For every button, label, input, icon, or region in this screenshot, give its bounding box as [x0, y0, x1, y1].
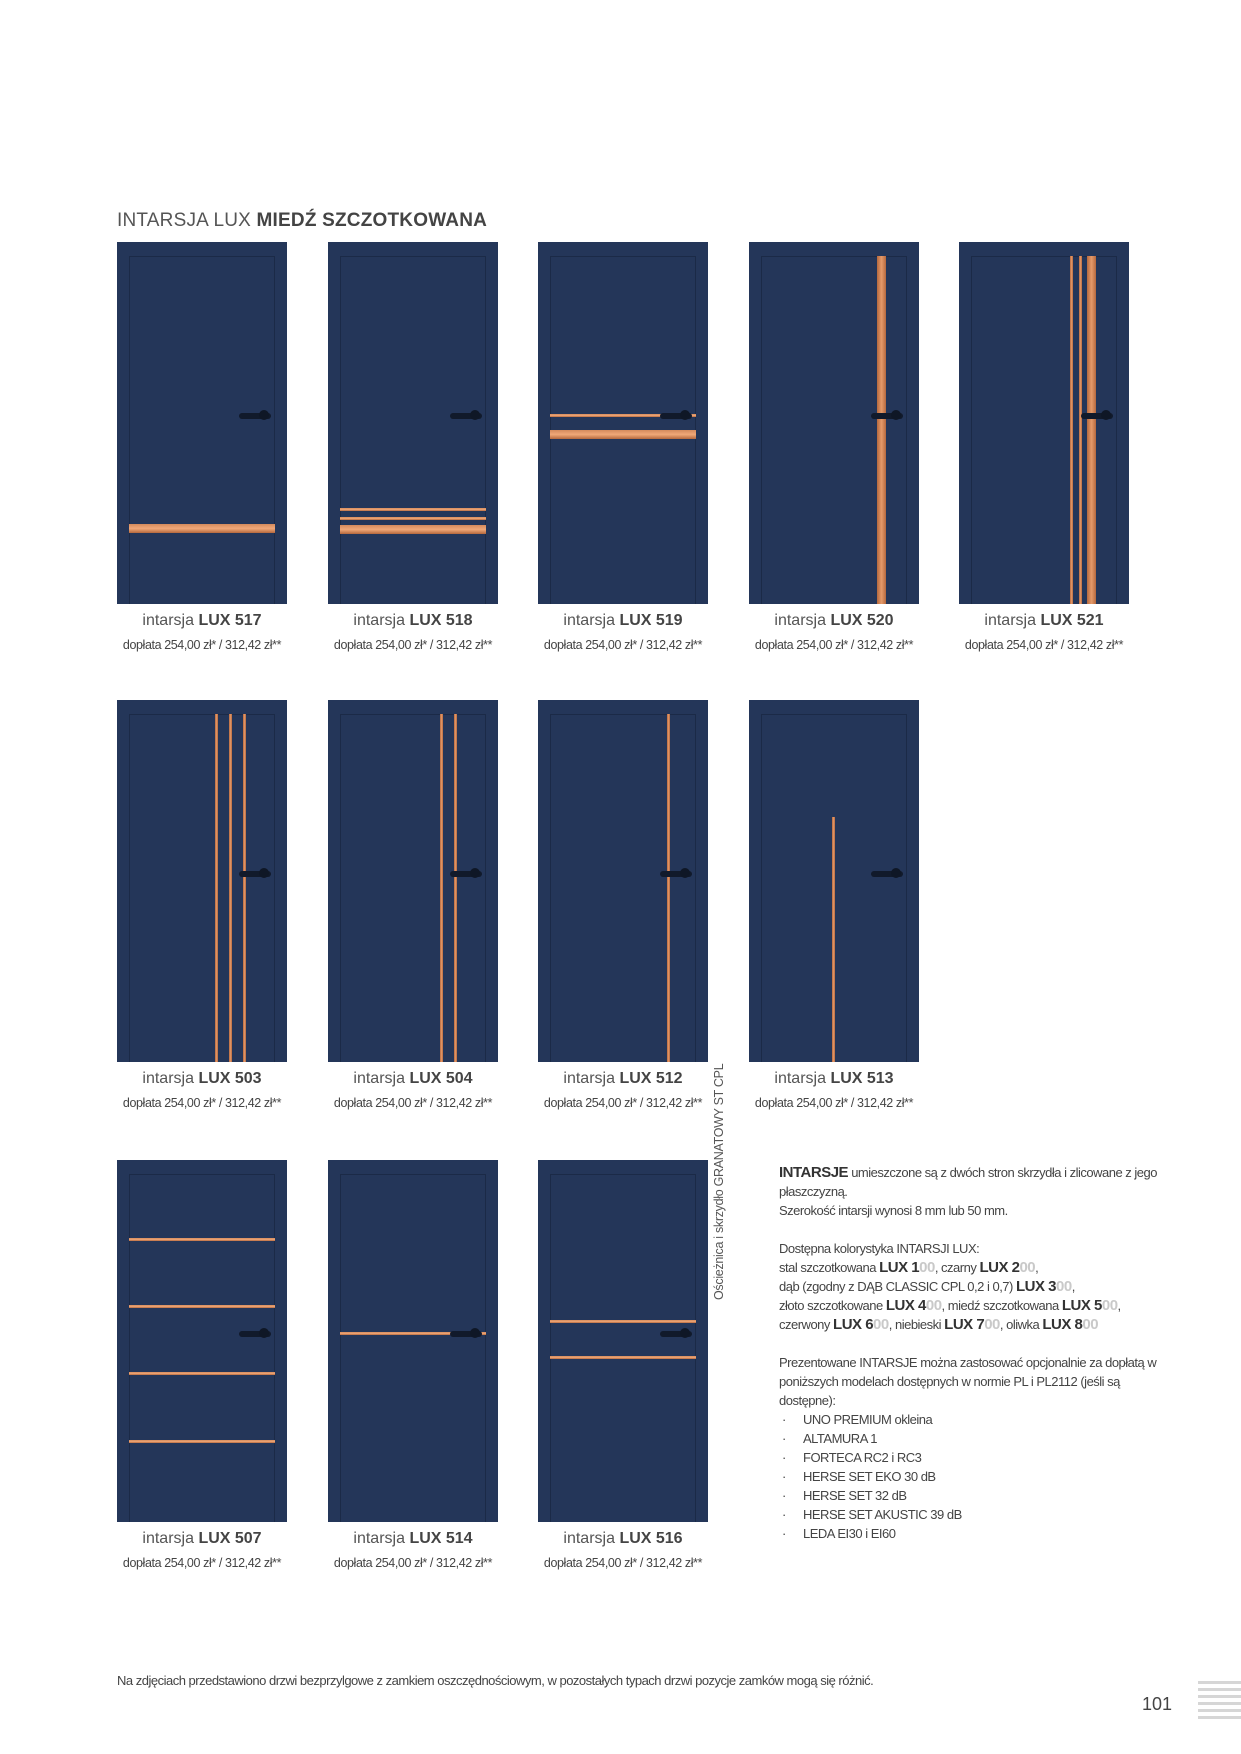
handle-icon: [1081, 413, 1113, 419]
handle-icon: [871, 413, 903, 419]
door-price: dopłata 254,00 zł* / 312,42 zł**: [543, 1556, 703, 1570]
door-price: dopłata 254,00 zł* / 312,42 zł**: [543, 638, 703, 652]
door-title: intarsja LUX 503: [142, 1070, 262, 1087]
door-price: dopłata 254,00 zł* / 312,42 zł**: [333, 638, 493, 652]
door-price: dopłata 254,00 zł* / 312,42 zł**: [122, 1556, 282, 1570]
list-item: · HERSE SET AKUSTIC 39 dB: [779, 1505, 1159, 1524]
door-title: intarsja LUX 504: [353, 1070, 473, 1087]
list-item: · HERSE SET 32 dB: [779, 1486, 1159, 1505]
door-title: intarsja LUX 514: [353, 1530, 473, 1547]
door-title: intarsja LUX 516: [563, 1530, 683, 1547]
list-item: · FORTECA RC2 i RC3: [779, 1448, 1159, 1467]
info-block: [779, 1163, 1159, 1543]
door-price: dopłata 254,00 zł* / 312,42 zł**: [964, 638, 1124, 652]
door-image: [328, 242, 498, 604]
door-title: intarsja LUX 507: [142, 1530, 262, 1547]
door-image: [538, 1160, 708, 1522]
door-image: [749, 242, 919, 604]
door-title: intarsja LUX 519: [563, 612, 683, 629]
door-title: intarsja LUX 518: [353, 612, 473, 629]
info-colors: Dostępna kolorystyka INTARSJI LUX: stal szczotkowana LUX 100, czarny LUX 200, dąb (zgodny z DĄB CLASSIC CPL 0,2 i 0,7) LUX 300, złoto szczotkowane LUX 400, miedź szczotkowana LUX 500, czerwony LUX 600, niebieski LUX 700, oliwka LUX 800: [779, 1241, 1121, 1333]
door-image: [538, 700, 708, 1062]
door-price: dopłata 254,00 zł* / 312,42 zł**: [122, 1096, 282, 1110]
door-image: [117, 242, 287, 604]
door-title: intarsja LUX 512: [563, 1070, 683, 1087]
info-models-intro: Prezentowane INTARSJE można zastosować opcjonalnie za dopłatą w poniższych modelach dostępnych w normie PL i PL2112 (jeśli są dostępne):: [779, 1355, 1157, 1408]
door-title: intarsja LUX 520: [774, 612, 894, 629]
handle-icon: [239, 1331, 271, 1337]
handle-icon: [660, 413, 692, 419]
door-image: [117, 1160, 287, 1522]
handle-icon: [239, 413, 271, 419]
list-item: · LEDA EI30 i EI60: [779, 1524, 1159, 1543]
frame-color-note: Ościeżnica i skrzydło GRANATOWY ST CPL: [712, 1063, 726, 1300]
models-list: [779, 1410, 1159, 1543]
handle-icon: [239, 871, 271, 877]
door-price: dopłata 254,00 zł* / 312,42 zł**: [122, 638, 282, 652]
door-image: [328, 700, 498, 1062]
door-price: dopłata 254,00 zł* / 312,42 zł**: [754, 1096, 914, 1110]
list-item: · ALTAMURA 1: [779, 1429, 1159, 1448]
door-price: dopłata 254,00 zł* / 312,42 zł**: [543, 1096, 703, 1110]
door-title: intarsja LUX 521: [984, 612, 1104, 629]
heading-prefix: INTARSJA LUX: [117, 210, 252, 231]
stripes-icon: [1198, 1681, 1241, 1726]
door-title: intarsja LUX 517: [142, 612, 262, 629]
handle-icon: [450, 1331, 482, 1337]
handle-icon: [450, 413, 482, 419]
page-number: 101: [1142, 1694, 1173, 1714]
door-price: dopłata 254,00 zł* / 312,42 zł**: [754, 638, 914, 652]
handle-icon: [450, 871, 482, 877]
door-image: [117, 700, 287, 1062]
list-item: · UNO PREMIUM okleina: [779, 1410, 1159, 1429]
list-item: · HERSE SET EKO 30 dB: [779, 1467, 1159, 1486]
heading-bold: MIEDŹ SZCZOTKOWANA: [256, 210, 488, 231]
info-intro: INTARSJE umieszczone są z dwóch stron skrzydła i zlicowane z jego płaszczyzną. Szerokość intarsji wynosi 8 mm lub 50 mm.: [779, 1164, 1158, 1218]
door-title: intarsja LUX 513: [774, 1070, 894, 1087]
door-image: [328, 1160, 498, 1522]
handle-icon: [660, 1331, 692, 1337]
door-price: dopłata 254,00 zł* / 312,42 zł**: [333, 1096, 493, 1110]
footnote: Na zdjęciach przedstawiono drzwi bezprzylgowe z zamkiem oszczędnościowym, w pozostałych typach drzwi pozycje zamków mogą się różnić.: [117, 1673, 874, 1688]
door-image: [538, 242, 708, 604]
door-price: dopłata 254,00 zł* / 312,42 zł**: [333, 1556, 493, 1570]
handle-icon: [871, 871, 903, 877]
door-image: [959, 242, 1129, 604]
section-heading: [117, 210, 487, 232]
handle-icon: [660, 871, 692, 877]
door-image: [749, 700, 919, 1062]
